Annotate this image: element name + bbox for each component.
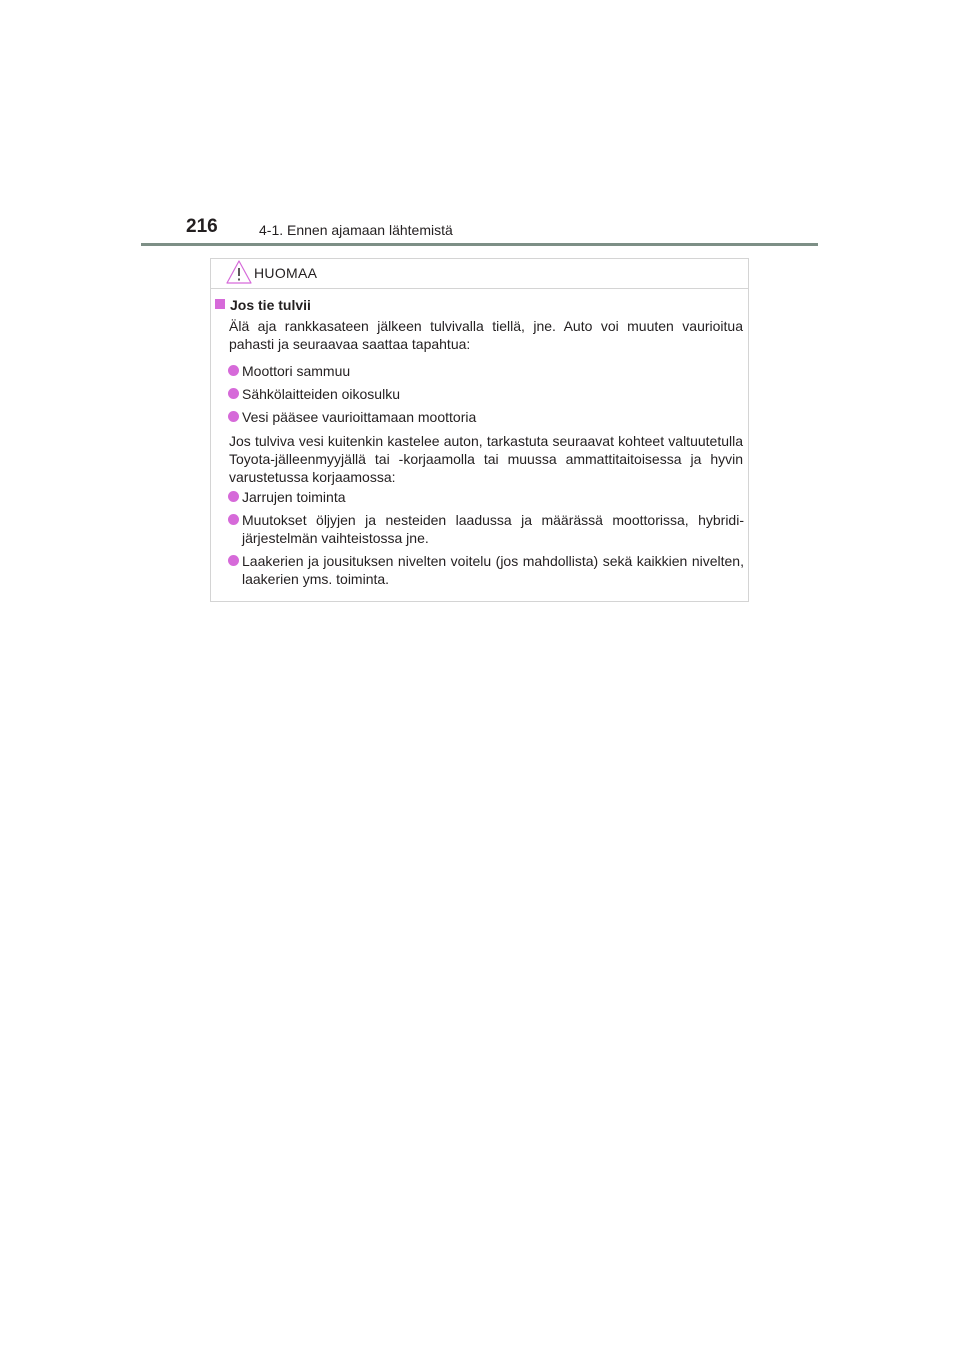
notice-heading: Jos tie tulvii — [230, 297, 311, 313]
list-item-text: Laakerien ja jousituksen nivelten voitelu (jos mahdollista) sekä kaikkien nivelten, laakerien yms. toiminta. — [242, 553, 744, 587]
list-item-text: Moottori sammuu — [242, 363, 351, 379]
square-bullet-icon — [215, 299, 225, 309]
list-item-text: Vesi pääsee vaurioittamaan moottoria — [242, 409, 477, 425]
round-bullet-icon — [228, 555, 239, 566]
list-item-text: Sähkölaitteiden oikosulku — [242, 386, 400, 402]
list-item-text: Jarrujen toiminta — [242, 489, 346, 505]
page-number: 216 — [186, 216, 218, 237]
notice-header — [211, 259, 748, 289]
notice-title: HUOMAA — [254, 265, 318, 281]
list-item-text: Muutokset öljyjen ja nesteiden laadussa ja määrässä moottorissa, hybridijärjestelmän vaihteistossa jne. — [242, 512, 744, 546]
round-bullet-icon — [228, 365, 239, 376]
round-bullet-icon — [228, 411, 239, 422]
middle-paragraph: Jos tulviva vesi kuitenkin kastelee auton, tarkastuta seuraavat kohteet valtuutetulla Toyota-jälleenmyyjällä tai -korjaamolla tai muussa ammattitaitoisessa ja hyvin varustetussa korjaamossa: — [229, 433, 743, 485]
notice-box — [210, 258, 749, 602]
intro-paragraph: Älä aja rankkasateen jälkeen tulvivalla tiellä, jne. Auto voi muuten vaurioitua pahasti ja seuraavaa saattaa tapahtua: — [229, 318, 743, 352]
section-title: 4-1. Ennen ajamaan lähtemistä — [259, 222, 453, 238]
round-bullet-icon — [228, 491, 239, 502]
round-bullet-icon — [228, 514, 239, 525]
header-rule — [141, 243, 818, 246]
warning-triangle-icon — [226, 260, 252, 284]
round-bullet-icon — [228, 388, 239, 399]
